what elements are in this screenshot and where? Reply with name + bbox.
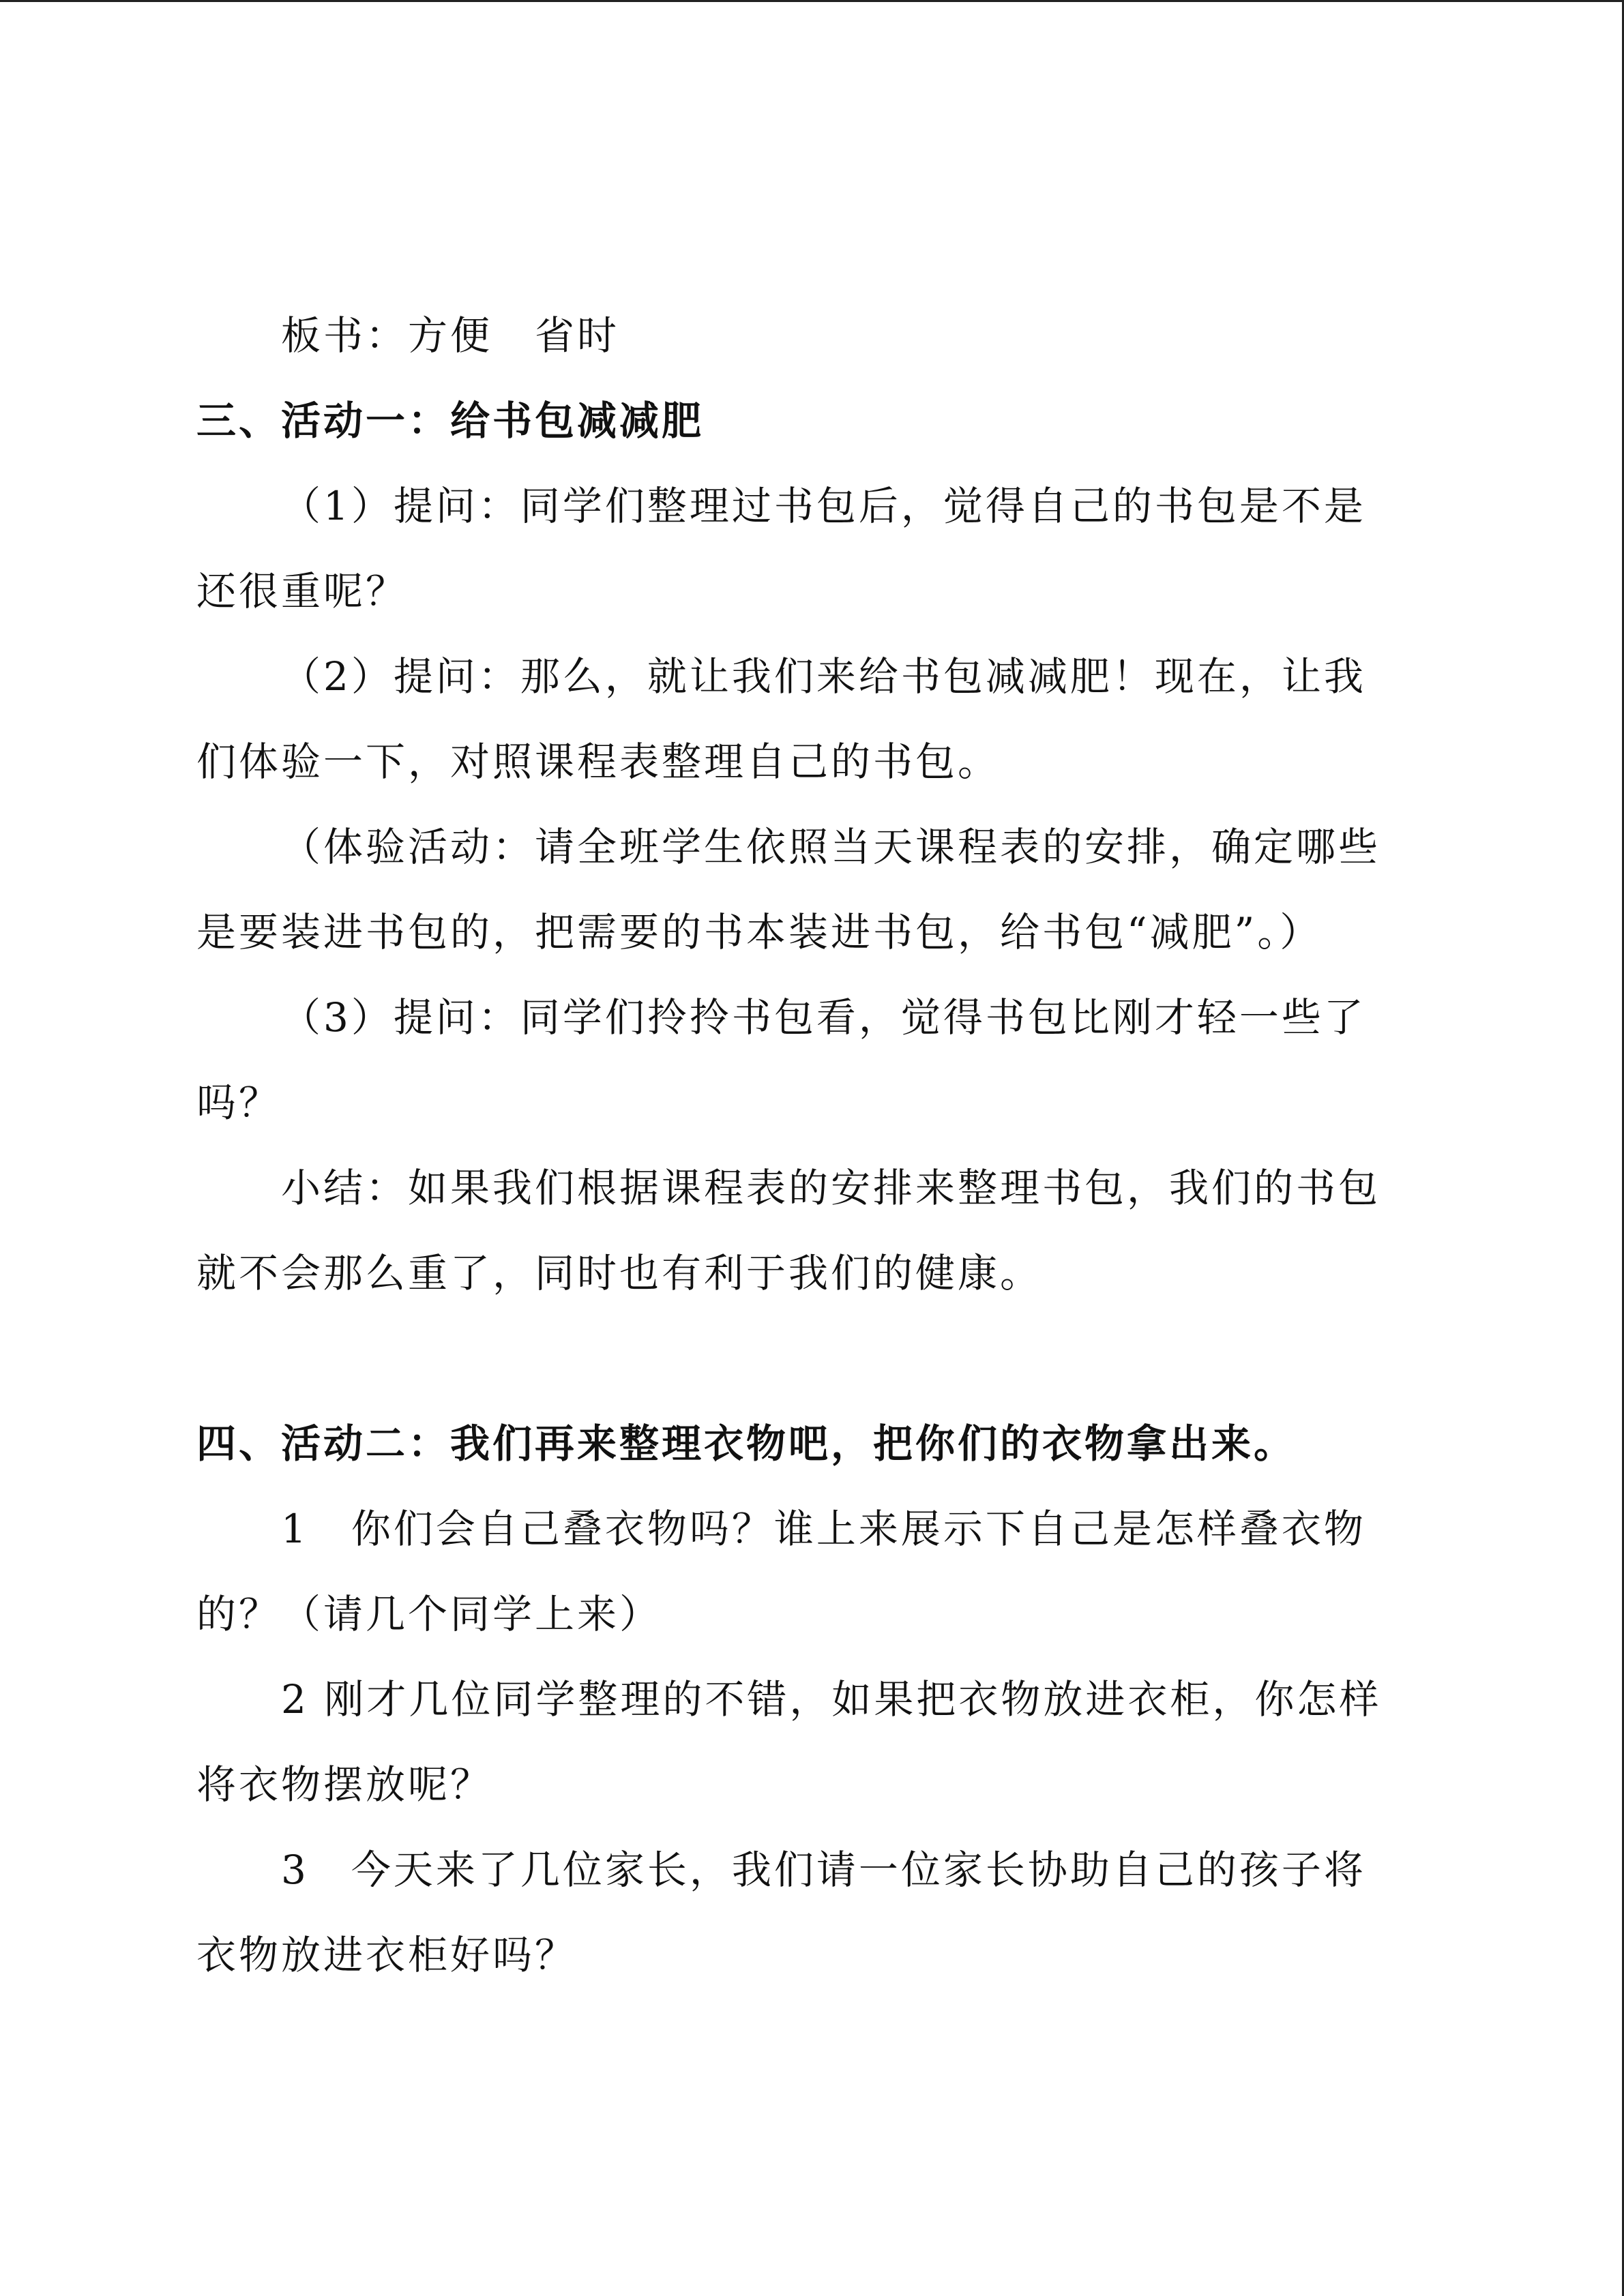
item-1-line-2: 的？（请几个同学上来） (196, 1591, 662, 1637)
item-2-line-2: 将衣物摆放呢？ (196, 1761, 493, 1808)
item-3-line-2: 衣物放进衣柜好吗？ (196, 1932, 578, 1978)
item-1-line-1: 1 你们会自己叠衣物吗？谁上来展示下自己是怎样叠衣物 (281, 1506, 1366, 1552)
question-2 (196, 634, 1417, 805)
board-note: 板书：方便 省时 (281, 312, 620, 359)
question-3 (196, 975, 1417, 1146)
item-3 (196, 1828, 1417, 1998)
question-1-line-1: （1）提问：同学们整理过书包后，觉得自己的书包是不是 (281, 483, 1366, 529)
section-3-heading: 三、活动一：给书包减减肥 (196, 398, 705, 444)
question-1-line-2: 还很重呢？ (196, 568, 409, 614)
item-1 (196, 1487, 1417, 1657)
question-2-line-2: 们体验一下，对照课程表整理自己的书包。 (196, 739, 1001, 785)
question-3-line-2: 吗？ (196, 1079, 282, 1126)
experience-activity (196, 805, 1417, 975)
question-1 (196, 464, 1417, 634)
item-2 (196, 1657, 1417, 1828)
summary (196, 1146, 1417, 1316)
document-page (196, 293, 1417, 1998)
question-3-line-1: （3）提问：同学们拎拎书包看，觉得书包比刚才轻一些了 (281, 994, 1366, 1041)
question-2-line-1: （2）提问：那么，就让我们来给书包减减肥！现在，让我 (281, 653, 1366, 700)
item-3-line-1: 3 今天来了几位家长，我们请一位家长协助自己的孩子将 (281, 1847, 1366, 1893)
experience-activity-line-2: 是要装进书包的，把需要的书本装进书包，给书包“减肥”。） (196, 909, 1323, 955)
summary-line-1: 小结：如果我们根据课程表的安排来整理书包，我们的书包 (281, 1165, 1381, 1211)
summary-line-2: 就不会那么重了，同时也有利于我们的健康。 (196, 1250, 1043, 1296)
section-spacer (196, 1316, 1417, 1401)
item-2-line-1: 2 刚才几位同学整理的不错，如果把衣物放进衣柜，你怎样 (281, 1676, 1382, 1723)
experience-activity-line-1: （体验活动：请全班学生依照当天课程表的安排，确定哪些 (281, 824, 1381, 870)
page-top-border (0, 0, 1624, 2)
section-4-heading: 四、活动二：我们再来整理衣物吧，把你们的衣物拿出来。 (196, 1420, 1297, 1467)
